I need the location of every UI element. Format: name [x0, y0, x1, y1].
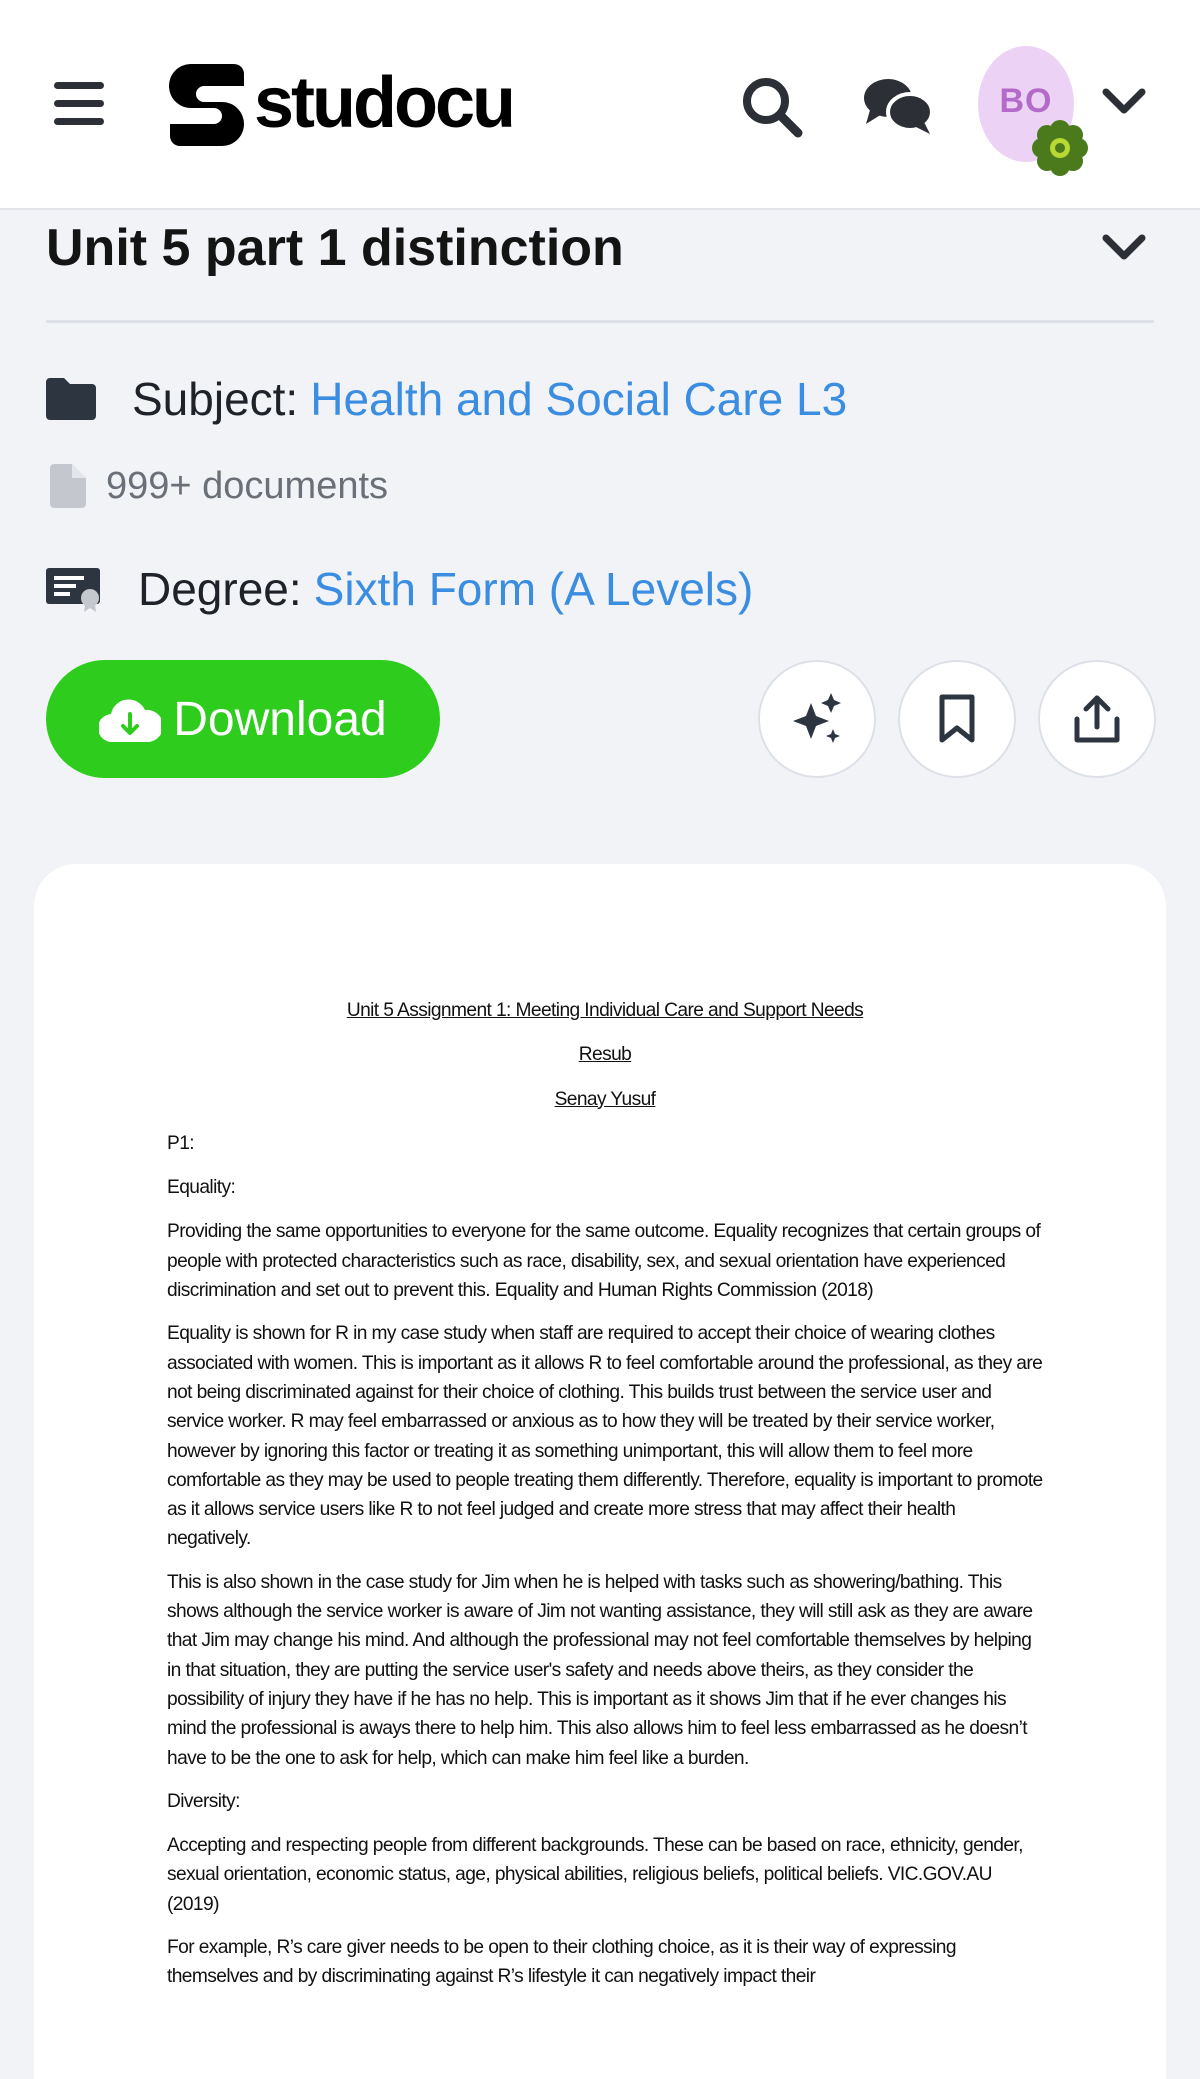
download-button-label: Download: [173, 692, 387, 746]
divider: [46, 320, 1154, 323]
document-title: Unit 5 part 1 distinction: [46, 219, 624, 277]
document-preview-page: [34, 864, 1166, 2079]
paper-heading-diversity: Diversity:: [167, 1790, 240, 1812]
ai-assistant-button[interactable]: [758, 660, 876, 778]
degree-row: [46, 562, 753, 616]
paper-paragraph: Equality is shown for R in my case study when staff are required to accept their choice of wearing clothes associated with women. This is important as it allows R to feel comfortable around the professional, as they are not being discriminated against for their choice of clothing. This builds trust between the service user and service worker. R may feel embarrassed or anxious as to how they will be treated by their service worker, however by ignoring this factor or treating it as something unimportant, this will allow them to feel more comfortable as they may be used to people treating them differently. Therefore, equality is important to promote as it allows service users like R to not feel judged and create more stress that may affect their health negatively.: [167, 1323, 1043, 1550]
save-bookmark-button[interactable]: [898, 660, 1016, 778]
download-button[interactable]: [46, 660, 440, 778]
search-icon[interactable]: [740, 75, 804, 139]
chevron-down-icon[interactable]: [1100, 228, 1148, 268]
share-button[interactable]: [1038, 660, 1156, 778]
paper-heading-equality: Equality:: [167, 1177, 236, 1199]
paper-author: Senay Yusuf: [554, 1088, 656, 1110]
flower-badge-icon: [1030, 118, 1090, 178]
studocu-logo-text: studocu: [254, 63, 513, 143]
bookmark-icon: [937, 694, 977, 744]
paper-paragraph: Providing the same opportunities to everyone for the same outcome. Equality recognizes that certain groups of people with protected characteristics such as race, disability, sex, and sexual orientation have experienced discrimination and set out to prevent this. Equality and Human Rights Commission (2018): [167, 1221, 1041, 1302]
studocu-logo[interactable]: [160, 58, 513, 148]
subject-link[interactable]: Health and Social Care L3: [310, 373, 848, 425]
share-icon: [1072, 693, 1122, 745]
top-navigation-bar: [0, 0, 1200, 210]
paper-paragraph: This is also shown in the case study for Jim when he is helped with tasks such as showering/bathing. This shows although the service worker is aware of Jim not wanting assistance, they will still ask as they are aware that Jim may change his mind. And although the professional may not feel comfortable themselves by helping in that situation, they are putting the service user's safety and needs above theirs, as they consider the possibility of injury they have if he has no help. This is important as it shows Jim that if he ever changes his mind the professional is aways there to help him. This also allows him to feel less embarrassed as he doesn’t have to be the one to ask for help, which can make him feel like a burden.: [167, 1571, 1033, 1769]
cloud-download-icon: [99, 696, 161, 742]
paper-subtitle: Resub: [578, 1044, 632, 1066]
degree-link[interactable]: Sixth Form (A Levels): [313, 563, 754, 615]
document-preview-content: [167, 996, 1043, 2006]
degree-label: Degree:: [138, 563, 302, 615]
documents-count: 999+ documents: [106, 464, 389, 507]
documents-count-row: [50, 464, 388, 508]
paper-section-label: P1:: [167, 1132, 195, 1154]
chat-bubbles-icon[interactable]: [862, 76, 934, 136]
paper-paragraph: Accepting and respecting people from different backgrounds. These can be based on race, ethnicity, gender, sexual orientation, economic status, age, physical abilities, religious beliefs, political beliefs. VIC.GOV.AU (2019): [167, 1835, 1023, 1915]
studocu-logo-mark-icon: [160, 58, 250, 148]
sparkles-icon: [789, 691, 845, 747]
subject-label: Subject:: [132, 373, 299, 425]
paper-title: Unit 5 Assignment 1: Meeting Individual Care and Support Needs: [346, 1000, 864, 1021]
chevron-down-icon[interactable]: [1100, 82, 1148, 122]
subject-row: [46, 372, 847, 426]
file-icon: [50, 464, 86, 508]
certificate-icon: [46, 566, 102, 612]
avatar-initials: BO: [999, 82, 1053, 120]
hamburger-icon[interactable]: [52, 80, 108, 128]
paper-paragraph: For example, R’s care giver needs to be open to their clothing choice, as it is their way of expressing themselves and by discriminating against R’s lifestyle it can negatively impact their: [167, 1937, 956, 1988]
folder-icon: [46, 378, 96, 420]
